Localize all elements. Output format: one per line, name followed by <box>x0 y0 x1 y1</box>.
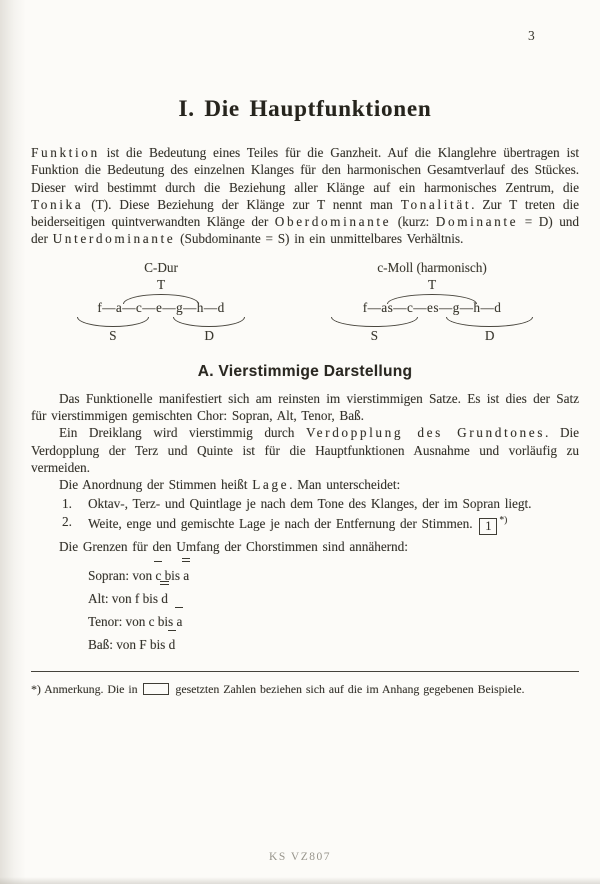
list-text: Oktav-, Terz- und Quintlage je nach dem Tone des Klanges, der im Sopran liegt. <box>88 495 532 511</box>
subdominant-label: S <box>370 327 378 343</box>
range-tenor: Tenor: von c bis a <box>88 610 579 633</box>
paragraph-vierstimmig-2: Ein Dreiklang wird vierstimmig durch Verdopplung des Grundtones. Die Verdopplung der Terz und Quinte ist für die Hauptfunktionen Ausnahme und vorläufig zu vermeiden. <box>31 425 579 475</box>
tonic-label: T <box>427 276 437 292</box>
range-bass: Baß: von F bis d <box>88 633 579 656</box>
subdominant-arc <box>331 317 418 327</box>
diagram-title: c-Moll (harmonisch) <box>377 259 487 275</box>
intro-paragraph: Funktion ist die Bedeutung eines Teiles für die Ganzheit. Auf die Klanglehre übertragen ist Funktion die Bedeutung des einzelnen Klanges für den harmonischen Gesamtverlauf des Stückes. Dieser wird bestimmt durch die Beziehung aller Klänge auf ein harmonisches Zentrum, die Tonika (T). Diese Beziehung der Klänge zur T nennt man Tonalität. Zur T treten die beiderseitigen quintverwandten Klänge der Oberdominante (kurz: Dominante = D) und der Unterdominante (Subdominante = S) in ein unmittelbares Verhältnis. <box>31 145 579 247</box>
list-number: 2. <box>62 513 72 529</box>
dominant-label: D <box>204 327 214 343</box>
notes-row: f—a—c—e—g—h—d <box>97 299 225 315</box>
subdominant-arc <box>77 317 149 327</box>
function-diagrams <box>31 260 579 348</box>
list-text: Weite, enge und gemischte Lage je nach der Entfernung der Stimmen. 1 *) <box>88 515 508 534</box>
paragraph-lage: Die Anordnung der Stimmen heißt Lage. Man unterscheidet: <box>59 477 401 493</box>
list-item-1 <box>31 495 579 512</box>
paragraph-vierstimmig-1: Das Funktionelle manifestiert sich am reinsten im vierstimmigen Satze. Es ist dies der Satz für vierstimmigen gemischten Chor: Sopran, Alt, Tenor, Baß. <box>31 390 579 424</box>
list-number: 1. <box>62 495 72 511</box>
scan-bottom-shadow <box>0 877 600 884</box>
printers-mark: KS VZ807 <box>269 851 331 863</box>
notes-row: f—as—c—es—g—h—d <box>362 299 502 315</box>
scan-left-shadow <box>0 0 26 884</box>
tonic-label: T <box>156 276 166 292</box>
range-alt: Alt: von f bis d <box>88 587 579 610</box>
paragraph-grenzen: Die Grenzen für den Umfang der Chorstimmen sind annähernd: <box>59 539 408 555</box>
page-content <box>31 0 579 697</box>
list-item-2 <box>31 513 579 535</box>
range-sopran: Sopran: von c bis a <box>88 564 579 587</box>
footnote-rule <box>31 671 579 672</box>
diagram-c-dur <box>75 260 247 348</box>
diagram-c-moll <box>329 260 535 348</box>
diagram-title: C-Dur <box>144 259 178 275</box>
dominant-label: D <box>484 327 495 343</box>
dominant-arc <box>173 317 245 327</box>
voice-range-list <box>88 564 579 656</box>
footnote: *) Anmerkung. Die in gesetzten Zahlen beziehen sich auf die im Anhang gegebenen Beispiele. <box>31 681 525 696</box>
chapter-heading: I. Die Hauptfunktionen <box>178 96 432 121</box>
dominant-arc <box>446 317 533 327</box>
page-number: 3 <box>528 28 535 43</box>
subdominant-label: S <box>109 327 117 343</box>
section-heading: A. Vierstimmige Darstellung <box>197 362 413 380</box>
